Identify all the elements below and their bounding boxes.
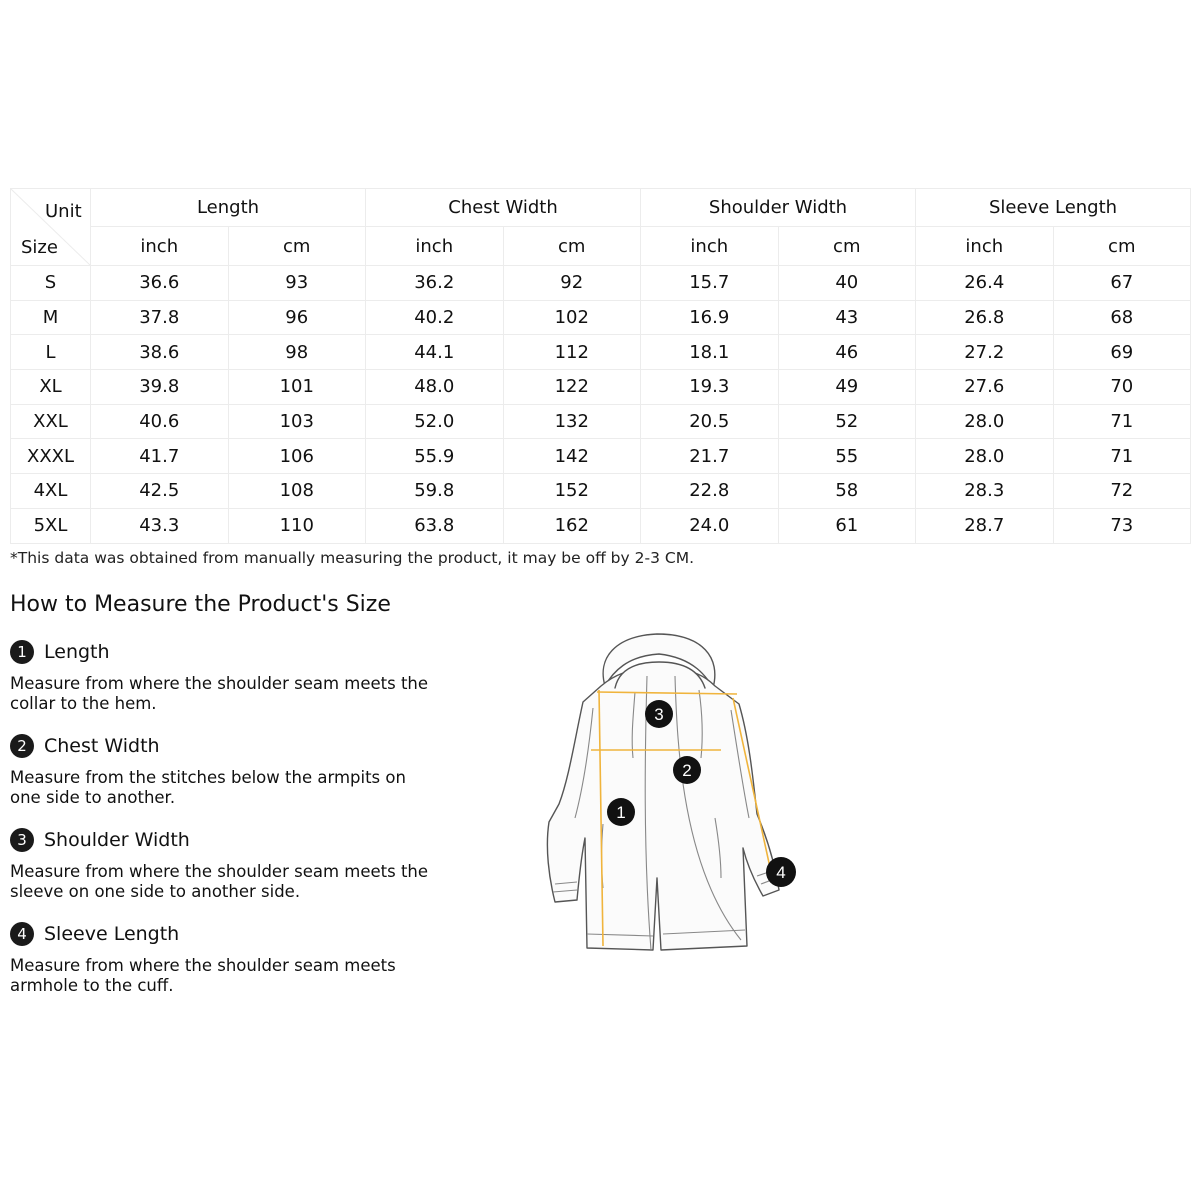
table-group-header-row <box>11 189 1191 227</box>
marker-2 <box>673 756 701 784</box>
value-cell: 63.8 <box>366 508 504 543</box>
table-corner-cell <box>11 189 91 266</box>
marker-2-label: 2 <box>682 761 692 780</box>
value-cell: 61 <box>778 508 916 543</box>
value-cell: 44.1 <box>366 335 504 370</box>
unit-header: cm <box>228 227 366 266</box>
marker-1-label: 1 <box>616 803 626 822</box>
value-cell: 22.8 <box>641 474 779 509</box>
corner-unit-label: Unit <box>45 201 82 222</box>
step-title: Sleeve Length <box>44 923 180 945</box>
step-description: Measure from where the shoulder seam meets armhole to the cuff. <box>10 956 396 995</box>
value-cell: 43 <box>778 300 916 335</box>
howto-title: How to Measure the Product's Size <box>10 592 391 617</box>
value-cell: 71 <box>1053 404 1191 439</box>
size-cell: S <box>11 266 91 301</box>
marker-4-label: 4 <box>776 863 786 882</box>
size-cell: 4XL <box>11 474 91 509</box>
value-cell: 16.9 <box>641 300 779 335</box>
value-cell: 162 <box>503 508 641 543</box>
group-header-length: Length <box>91 189 366 227</box>
table-row <box>11 335 1191 370</box>
value-cell: 92 <box>503 266 641 301</box>
table-row <box>11 474 1191 509</box>
value-cell: 103 <box>228 404 366 439</box>
value-cell: 46 <box>778 335 916 370</box>
value-cell: 58 <box>778 474 916 509</box>
value-cell: 37.8 <box>91 300 229 335</box>
table-row <box>11 300 1191 335</box>
value-cell: 52 <box>778 404 916 439</box>
value-cell: 108 <box>228 474 366 509</box>
value-cell: 28.7 <box>916 508 1054 543</box>
step-number-badge: 1 <box>10 640 34 664</box>
size-cell: XL <box>11 370 91 405</box>
step-shoulder-width <box>10 827 430 902</box>
value-cell: 40.6 <box>91 404 229 439</box>
size-cell: XXL <box>11 404 91 439</box>
value-cell: 101 <box>228 370 366 405</box>
value-cell: 48.0 <box>366 370 504 405</box>
step-sleeve-length <box>10 921 430 996</box>
value-cell: 93 <box>228 266 366 301</box>
value-cell: 69 <box>1053 335 1191 370</box>
step-description: Measure from the stitches below the armpits on one side to another. <box>10 768 406 807</box>
value-cell: 59.8 <box>366 474 504 509</box>
value-cell: 26.8 <box>916 300 1054 335</box>
group-header-sleeve-length: Sleeve Length <box>916 189 1191 227</box>
value-cell: 15.7 <box>641 266 779 301</box>
value-cell: 28.0 <box>916 404 1054 439</box>
value-cell: 73 <box>1053 508 1191 543</box>
value-cell: 42.5 <box>91 474 229 509</box>
value-cell: 152 <box>503 474 641 509</box>
value-cell: 98 <box>228 335 366 370</box>
value-cell: 18.1 <box>641 335 779 370</box>
marker-3-label: 3 <box>654 705 664 724</box>
size-cell: XXXL <box>11 439 91 474</box>
value-cell: 36.2 <box>366 266 504 301</box>
step-number-badge: 4 <box>10 922 34 946</box>
marker-3 <box>645 700 673 728</box>
value-cell: 52.0 <box>366 404 504 439</box>
value-cell: 55.9 <box>366 439 504 474</box>
unit-header: cm <box>503 227 641 266</box>
value-cell: 102 <box>503 300 641 335</box>
size-cell: M <box>11 300 91 335</box>
step-length <box>10 639 430 714</box>
value-cell: 21.7 <box>641 439 779 474</box>
step-description: Measure from where the shoulder seam meets the collar to the hem. <box>10 674 429 713</box>
table-row <box>11 508 1191 543</box>
hooded-jacket-icon <box>535 628 805 958</box>
corner-size-label: Size <box>21 237 58 258</box>
step-chest-width <box>10 733 430 808</box>
value-cell: 96 <box>228 300 366 335</box>
value-cell: 106 <box>228 439 366 474</box>
value-cell: 142 <box>503 439 641 474</box>
table-row <box>11 439 1191 474</box>
value-cell: 28.0 <box>916 439 1054 474</box>
value-cell: 49 <box>778 370 916 405</box>
value-cell: 112 <box>503 335 641 370</box>
value-cell: 110 <box>228 508 366 543</box>
unit-header: inch <box>916 227 1054 266</box>
step-description: Measure from where the shoulder seam meets the sleeve on one side to another side. <box>10 862 429 901</box>
measurement-note: *This data was obtained from manually measuring the product, it may be off by 2-3 CM. <box>10 549 694 567</box>
unit-header: inch <box>91 227 229 266</box>
value-cell: 27.2 <box>916 335 1054 370</box>
table-unit-header-row <box>11 227 1191 266</box>
value-cell: 24.0 <box>641 508 779 543</box>
value-cell: 132 <box>503 404 641 439</box>
value-cell: 20.5 <box>641 404 779 439</box>
value-cell: 68 <box>1053 300 1191 335</box>
marker-4 <box>766 857 796 887</box>
unit-header: cm <box>1053 227 1191 266</box>
marker-1 <box>607 798 635 826</box>
table-row <box>11 370 1191 405</box>
value-cell: 71 <box>1053 439 1191 474</box>
value-cell: 26.4 <box>916 266 1054 301</box>
value-cell: 27.6 <box>916 370 1054 405</box>
value-cell: 19.3 <box>641 370 779 405</box>
value-cell: 40 <box>778 266 916 301</box>
table-row <box>11 266 1191 301</box>
size-chart-table <box>10 188 1191 544</box>
size-cell: 5XL <box>11 508 91 543</box>
unit-header: inch <box>366 227 504 266</box>
value-cell: 43.3 <box>91 508 229 543</box>
step-title: Shoulder Width <box>44 829 190 851</box>
group-header-shoulder-width: Shoulder Width <box>641 189 916 227</box>
group-header-chest-width: Chest Width <box>366 189 641 227</box>
value-cell: 70 <box>1053 370 1191 405</box>
value-cell: 67 <box>1053 266 1191 301</box>
value-cell: 122 <box>503 370 641 405</box>
table-body <box>11 266 1191 544</box>
value-cell: 28.3 <box>916 474 1054 509</box>
step-number-badge: 3 <box>10 828 34 852</box>
value-cell: 55 <box>778 439 916 474</box>
step-title: Chest Width <box>44 735 160 757</box>
table-row <box>11 404 1191 439</box>
unit-header: inch <box>641 227 779 266</box>
value-cell: 72 <box>1053 474 1191 509</box>
value-cell: 41.7 <box>91 439 229 474</box>
value-cell: 39.8 <box>91 370 229 405</box>
value-cell: 38.6 <box>91 335 229 370</box>
unit-header: cm <box>778 227 916 266</box>
value-cell: 40.2 <box>366 300 504 335</box>
step-number-badge: 2 <box>10 734 34 758</box>
size-cell: L <box>11 335 91 370</box>
step-title: Length <box>44 641 110 663</box>
value-cell: 36.6 <box>91 266 229 301</box>
